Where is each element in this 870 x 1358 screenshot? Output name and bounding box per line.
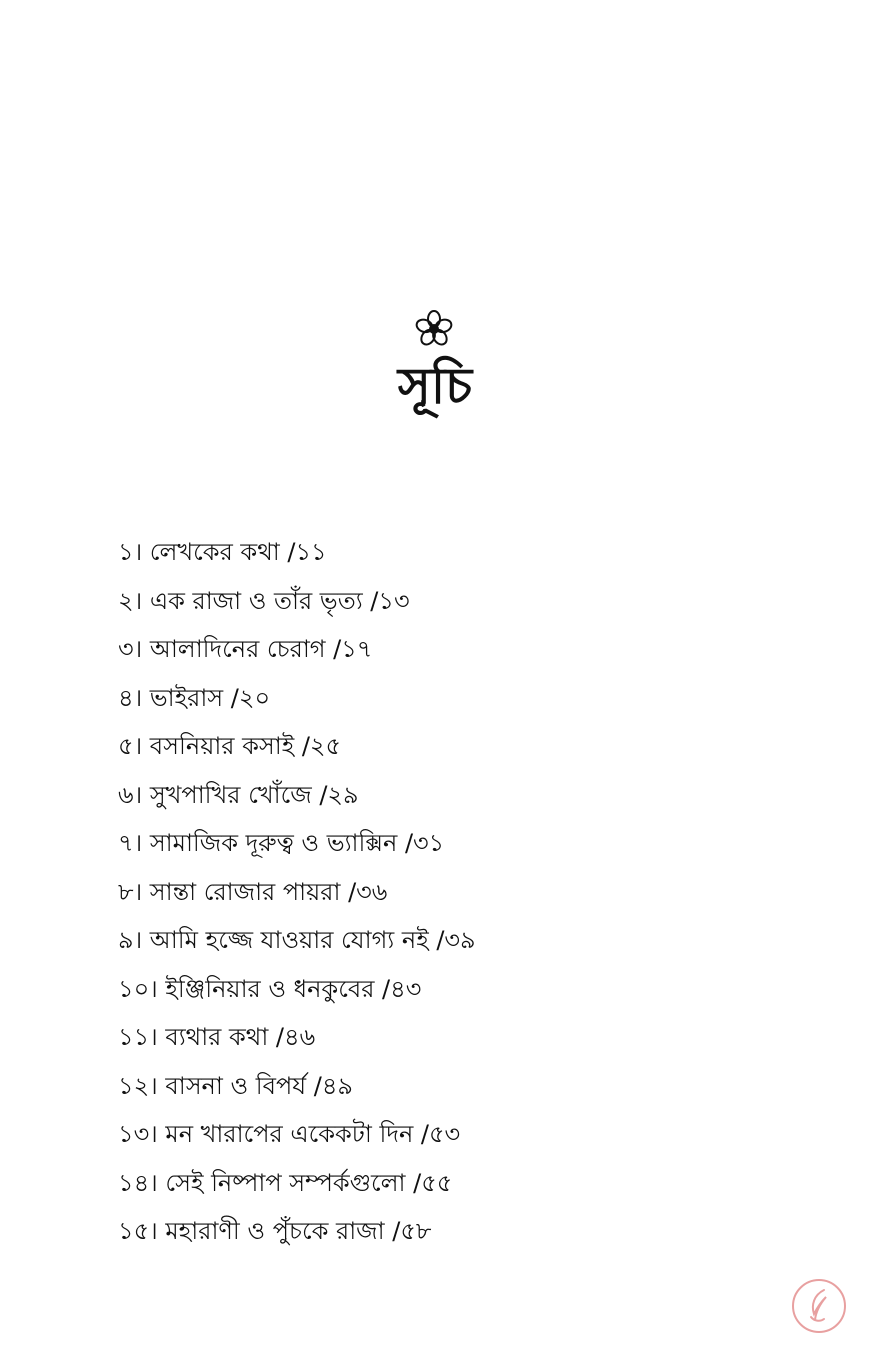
page-title: সূচি (397, 357, 473, 415)
toc-item[interactable]: ১। লেখকের কথা /১১ (118, 538, 327, 566)
toc-item[interactable]: ১৪। সেই নিষ্পাপ সম্পর্কগুলো /৫৫ (118, 1168, 453, 1197)
table-of-contents (118, 528, 476, 1256)
toc-item[interactable]: ২। এক রাজা ও তাঁর ভৃত্য /১৩ (118, 586, 410, 615)
toc-item[interactable]: ১১। ব্যথার কথা /৪৬ (118, 1023, 316, 1051)
flower-icon (414, 309, 454, 349)
toc-item[interactable]: ১৩। মন খারাপের একেকটা দিন /৫৩ (118, 1120, 461, 1148)
toc-item[interactable]: ৭। সামাজিক দূরুত্ব ও ভ্যাক্সিন /৩১ (118, 829, 445, 857)
toc-item[interactable]: ৮। সান্তা রোজার পায়রা /৩৬ (118, 877, 388, 906)
toc-item[interactable]: ১০। ইঞ্জিনিয়ার ও ধনকুবের /৪৩ (118, 974, 422, 1003)
toc-item[interactable]: ৬। সুখপাখির খোঁজে /২৯ (118, 780, 359, 809)
quill-logo-icon (790, 1277, 848, 1335)
toc-item[interactable]: ৩। আলাদিনের চেরাগ /১৭ (118, 635, 373, 663)
toc-item[interactable]: ৯। আমি হজ্জে যাওয়ার যোগ্য নই /৩৯ (118, 926, 476, 954)
toc-item[interactable]: ১৫। মহারাণী ও পুঁচকে রাজা /৫৮ (118, 1217, 432, 1245)
toc-item[interactable]: ৪। ভাইরাস /২০ (118, 683, 271, 712)
toc-item[interactable]: ১২। বাসনা ও বিপর্য /৪৯ (118, 1071, 353, 1100)
toc-item[interactable]: ৫। বসনিয়ার কসাই /২৫ (118, 732, 342, 760)
